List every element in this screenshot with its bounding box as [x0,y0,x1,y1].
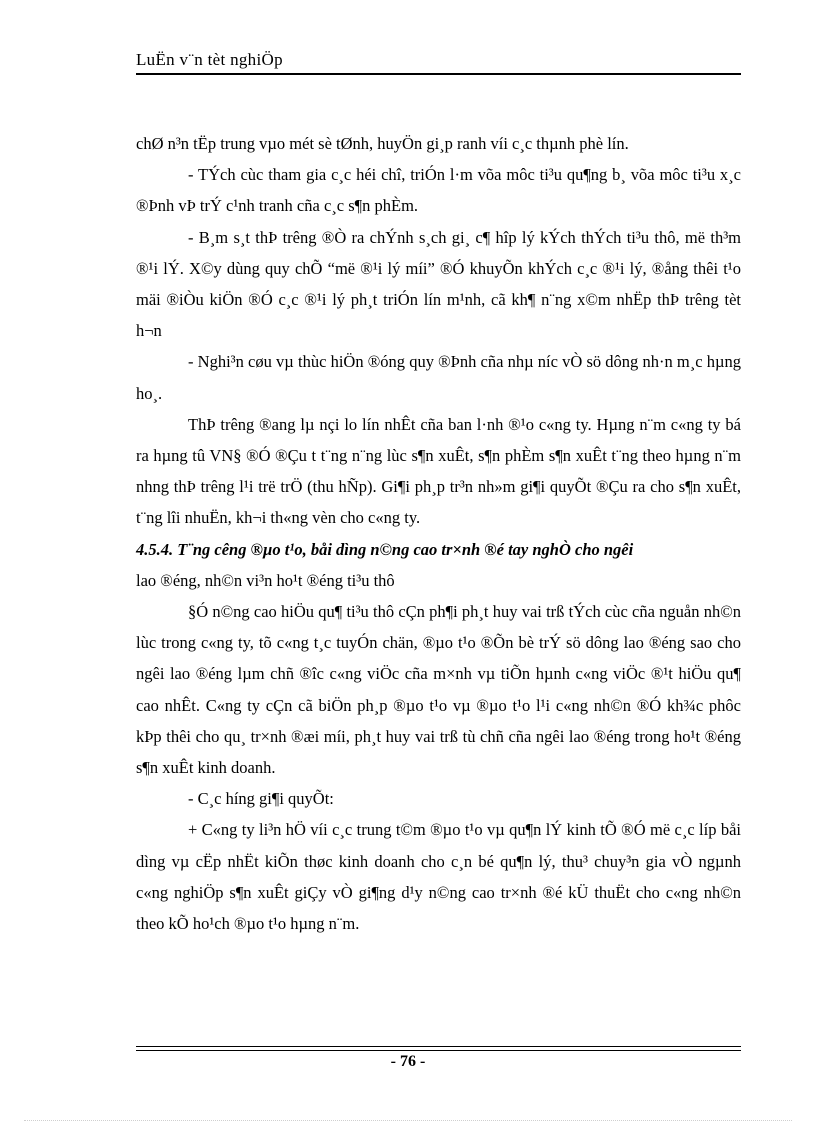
header-title: LuËn v¨n tèt nghiÖp [136,50,283,69]
section-heading: 4.5.4. T¨ng cêng ®µo t¹o, båi dìng n©ng cao tr×nh ®é tay nghÒ cho ngêi [136,539,634,559]
paragraph-1: chØ n³n tËp trung vµo mét sè tØnh, huyÖn gi¸p ranh víi c¸c thµnh phè lín. [136,134,629,153]
paragraph-3: - B¸m s¸t thÞ trêng ®Ò ra chÝnh s¸ch gi¸ c¶ hîp lý kÝch thÝch ti³u thô, më th³m ®¹i lÝ. X©y dùng quy chÕ “më ®¹i lý míi” ®Ó khuyÕn khÝch c¸c ®¹i lý, ®ång thêi t¹o mäi ®iÒu kiÖn ®Ó c¸c ®¹i lý ph¸t triÓn lín m¹nh, cã kh¶ n¨ng x©m nhËp thÞ trêng tèt h¬n [136,227,741,341]
paragraph-5: ThÞ trêng ®ang lµ nçi lo lín nhÊt cña ban l·nh ®¹o c«ng ty. Hµng n¨m c«ng ty bá ra hµng tû VN§ ®Ó ®Çu t t¨ng n¨ng lùc s¶n xuÊt, s¶n phÈm s¶n xuÊt t¨ng theo hµng n¨m nhng thÞ trêng l¹i trë trÖ (thu hÑp). Gi¶i ph¸p tr³n nh»m gi¶i quyÕt ®Çu ra cho s¶n xuÊt, t¨ng lîi nhuËn, kh¬i th«ng vèn cho c«ng ty. [136,414,741,528]
paragraph-8: + C«ng ty li³n hÖ víi c¸c trung t©m ®µo t¹o vµ qu¶n lÝ kinh tÕ ®Ó më c¸c líp båi dìng vµ cËp nhËt kiÕn thøc kinh doanh cho c¸n bé qu¶n lý, thu³ chuy³n gia vÒ ngµnh c«ng nghiÖp s¶n xuÊt giÇy vÒ gi¶ng d¹y n©ng cao tr×nh ®é kÜ thuËt cho c«ng nh©n theo kÕ ho¹ch ®µo t¹o hµng n¨m. [136,820,741,934]
header-rule [136,73,741,75]
footer-rule-bottom [136,1050,741,1051]
section-heading-continuation: lao ®éng, nh©n vi³n ho¹t ®éng ti³u thô [136,570,395,590]
paragraph-2: - TÝch cùc tham gia c¸c héi chî, triÓn l·m võa môc ti³u qu¶ng b¸ võa môc ti³u x¸c ®Þnh vÞ trÝ c¹nh tranh cña c¸c s¶n phÈm. [136,165,741,216]
paragraph-4: - Nghi³n cøu vµ thùc hiÖn ®óng quy ®Þnh cña nhµ níc vÒ sö dông nh·n m¸c hµng ho¸. [136,352,741,403]
paragraph-6: §Ó n©ng cao hiÖu qu¶ ti³u thô cÇn ph¶i ph¸t huy vai trß tÝch cùc cña nguån nh©n lùc trong c«ng ty, tõ c«ng t¸c tuyÓn chän, ®µo t¹o ®Õn bè trÝ sö dông lao ®éng sao cho ngêi lao ®éng lµm chñ ®îc c«ng viÖc cña m×nh vµ tiÕn hµnh c«ng viÖc ®¹t hiÖu qu¶ cao nhÊt. C«ng ty cÇn cã biÖn ph¸p ®µo t¹o vµ ®µo t¹o l¹i c«ng nh©n ®Ó kh¾c phôc kÞp thêi cho qu¸ tr×nh ®æi míi, ph¸t huy vai trß tù chñ cña ngêi lao ®éng trong ho¹t ®éng s¶n xuÊt kinh doanh. [136,602,741,778]
paragraph-7: - C¸c híng gi¶i quyÕt: [188,789,334,809]
page-edge-divider [24,1120,792,1121]
page-number: - 76 - [390,1053,426,1070]
document-body [136,128,741,939]
footer-rule-top [136,1046,741,1047]
